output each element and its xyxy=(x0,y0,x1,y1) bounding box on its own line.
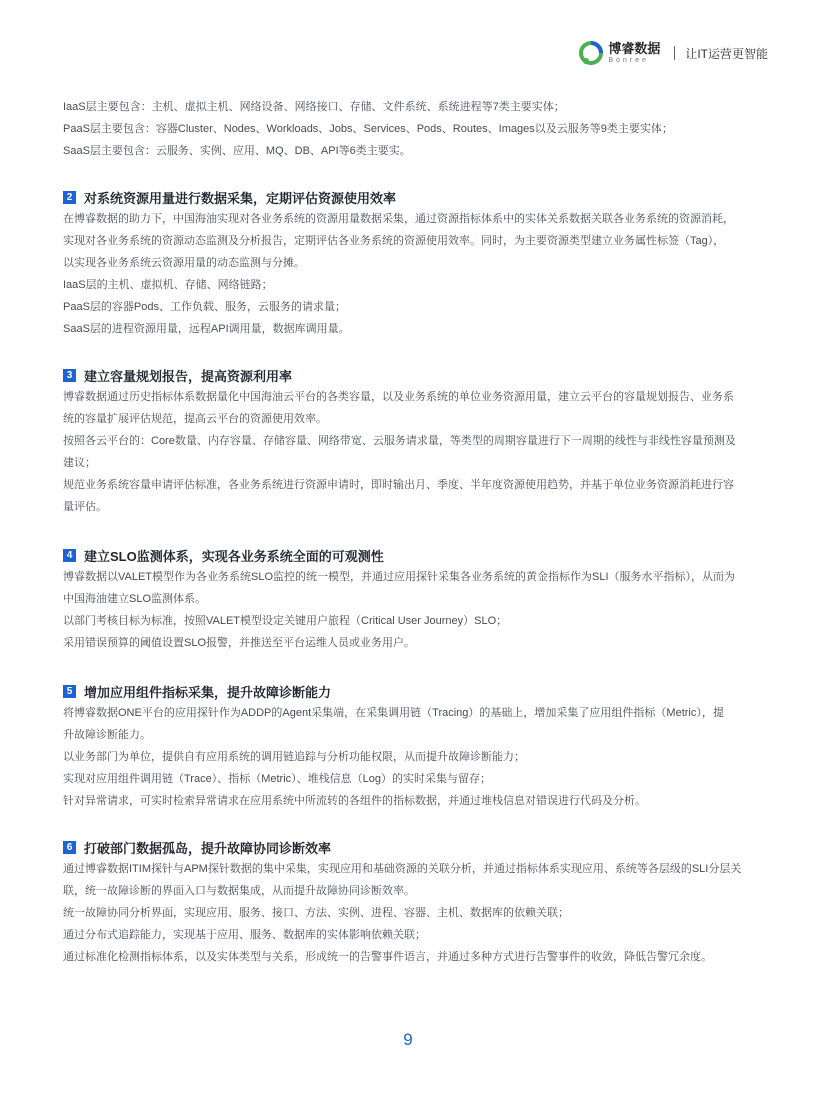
logo-english: Bonree xyxy=(608,57,649,64)
logo-chinese: 博睿数据 xyxy=(608,41,661,56)
header-slogan: 让IT运营更智能 xyxy=(685,46,768,61)
paragraph-line: 采用错误预算的阈值设置SLO报警，并推送至平台运维人员或业务用户。 xyxy=(63,637,416,649)
section-heading xyxy=(63,836,763,858)
paragraph-line: 在博睿数据的助力下，中国海油实现对各业务系统的资源用量数据采集，通过资源指标体系中的实体关系数据关联各业务系统的资源消耗， xyxy=(63,213,734,225)
paragraph-line: 按照各云平台的：Core数量、内存容量、存储容量、网络带宽、云服务请求量，等类型的周期容量进行下一周期的线性与非线性容量预测及 xyxy=(63,435,736,447)
section-number-badge: 4 xyxy=(63,549,76,562)
section-2 xyxy=(63,186,763,340)
paragraph-line: 实现对各业务系统的资源动态监测及分析报告，定期评估各业务系统的资源使用效率。同时，为主要资源类型建立业务属性标签（Tag）， xyxy=(63,235,725,247)
paragraph-line: 量评估。 xyxy=(63,501,107,513)
paragraph-line: 通过分布式追踪能力，实现基于应用、服务、数据库的实体影响依赖关联； xyxy=(63,929,426,941)
paragraph-line: 规范业务系统容量申请评估标准，各业务系统进行资源申请时，即时输出月、季度、半年度资源使用趋势，并基于单位业务资源消耗进行容 xyxy=(63,479,734,491)
section-number-badge: 2 xyxy=(63,191,76,204)
section-title: 建立容量规划报告，提高资源利用率 xyxy=(84,368,293,384)
section-title: 对系统资源用量进行数据采集，定期评估资源使用效率 xyxy=(84,190,397,206)
section-heading xyxy=(63,680,763,702)
section-6 xyxy=(63,836,763,968)
intro-line: IaaS层主要包含：主机、虚拟主机、网络设备、网络接口、存储、文件系统、系统进程等7类主要实体； xyxy=(63,101,565,113)
section-number-badge: 6 xyxy=(63,841,76,854)
paragraph-line: 建议； xyxy=(63,457,96,469)
section-heading xyxy=(63,544,763,566)
logo-text xyxy=(608,42,660,64)
section-title: 建立SLO监测体系，实现各业务系统全面的可观测性 xyxy=(84,548,384,564)
paragraph-line: 通过标准化检测指标体系，以及实体类型与关系，形成统一的告警事件语言，并通过多种方式进行告警事件的收敛，降低告警冗余度。 xyxy=(63,951,712,963)
paragraph-line: 升故障诊断能力。 xyxy=(63,729,151,741)
section-number-badge: 5 xyxy=(63,685,76,698)
page-content xyxy=(63,96,763,968)
intro-block xyxy=(63,96,763,162)
section-4 xyxy=(63,544,763,654)
paragraph-line: 联，统一故障诊断的界面入口与数据集成，从而提升故障协同诊断效率。 xyxy=(63,885,415,897)
paragraph-line: 针对异常请求，可实时检索异常请求在应用系统中所流转的各组件的指标数据，并通过堆栈信息对错误进行代码及分析。 xyxy=(63,795,646,807)
paragraph-line: 实现对应用组件调用链（Trace）、指标（Metric）、堆栈信息（Log）的实时采集与留存； xyxy=(63,773,492,785)
paragraph-line: PaaS层的容器Pods、工作负载、服务，云服务的请求量； xyxy=(63,301,346,313)
paragraph-line: 统一故障协同分析界面，实现应用、服务、接口、方法、实例、进程、容器、主机、数据库的依赖关联； xyxy=(63,907,569,919)
section-number-badge: 3 xyxy=(63,369,76,382)
paragraph-line: 博睿数据以VALET模型作为各业务系统SLO监控的统一模型，并通过应用探针采集各业务系统的黄金指标作为SLI（服务水平指标），从而为 xyxy=(63,571,736,583)
section-heading xyxy=(63,186,763,208)
section-3 xyxy=(63,364,763,518)
paragraph-line: 将博睿数据ONE平台的应用探针作为ADDP的Agent采集端，在采集调用链（Tracing）的基础上，增加采集了应用组件指标（Metric），提 xyxy=(63,707,724,719)
paragraph-line: 通过博睿数据ITIM探针与APM探针数据的集中采集，实现应用和基础资源的关联分析，并通过指标体系实现应用、系统等各层级的SLI分层关 xyxy=(63,863,742,875)
intro-line: PaaS层主要包含：容器Cluster、Nodes、Workloads、Jobs、Services、Pods、Routes、Images以及云服务等9类主要实体； xyxy=(63,123,673,135)
paragraph-line: SaaS层的进程资源用量，远程API调用量，数据库调用量。 xyxy=(63,323,350,335)
paragraph-line: 以业务部门为单位，提供自有应用系统的调用链追踪与分析功能权限，从而提升故障诊断能力； xyxy=(63,751,525,763)
header-divider xyxy=(674,46,675,60)
section-title: 打破部门数据孤岛，提升故障协同诊断效率 xyxy=(84,840,332,856)
section-5 xyxy=(63,680,763,812)
intro-line: SaaS层主要包含：云服务、实例、应用、MQ、DB、API等6类主要实。 xyxy=(63,145,411,157)
page-header xyxy=(578,38,768,68)
paragraph-line: 以部门考核目标为标准，按照VALET模型设定关键用户旅程（Critical User Journey）SLO； xyxy=(63,615,508,627)
paragraph-line: IaaS层的主机、虚拟机、存储、网络链路； xyxy=(63,279,273,291)
paragraph-line: 博睿数据通过历史指标体系数据量化中国海油云平台的各类容量，以及业务系统的单位业务资源用量，建立云平台的容量规划报告、业务系 xyxy=(63,391,734,403)
paragraph-line: 中国海油建立SLO监测体系。 xyxy=(63,593,207,605)
paragraph-line: 以实现各业务系统云资源用量的动态监测与分摊。 xyxy=(63,257,305,269)
bonree-logo-icon xyxy=(578,40,604,66)
paragraph-line: 统的容量扩展评估规范，提高云平台的资源使用效率。 xyxy=(63,413,327,425)
section-title: 增加应用组件指标采集，提升故障诊断能力 xyxy=(84,684,332,700)
page-number: 9 xyxy=(403,1030,413,1049)
section-heading xyxy=(63,364,763,386)
